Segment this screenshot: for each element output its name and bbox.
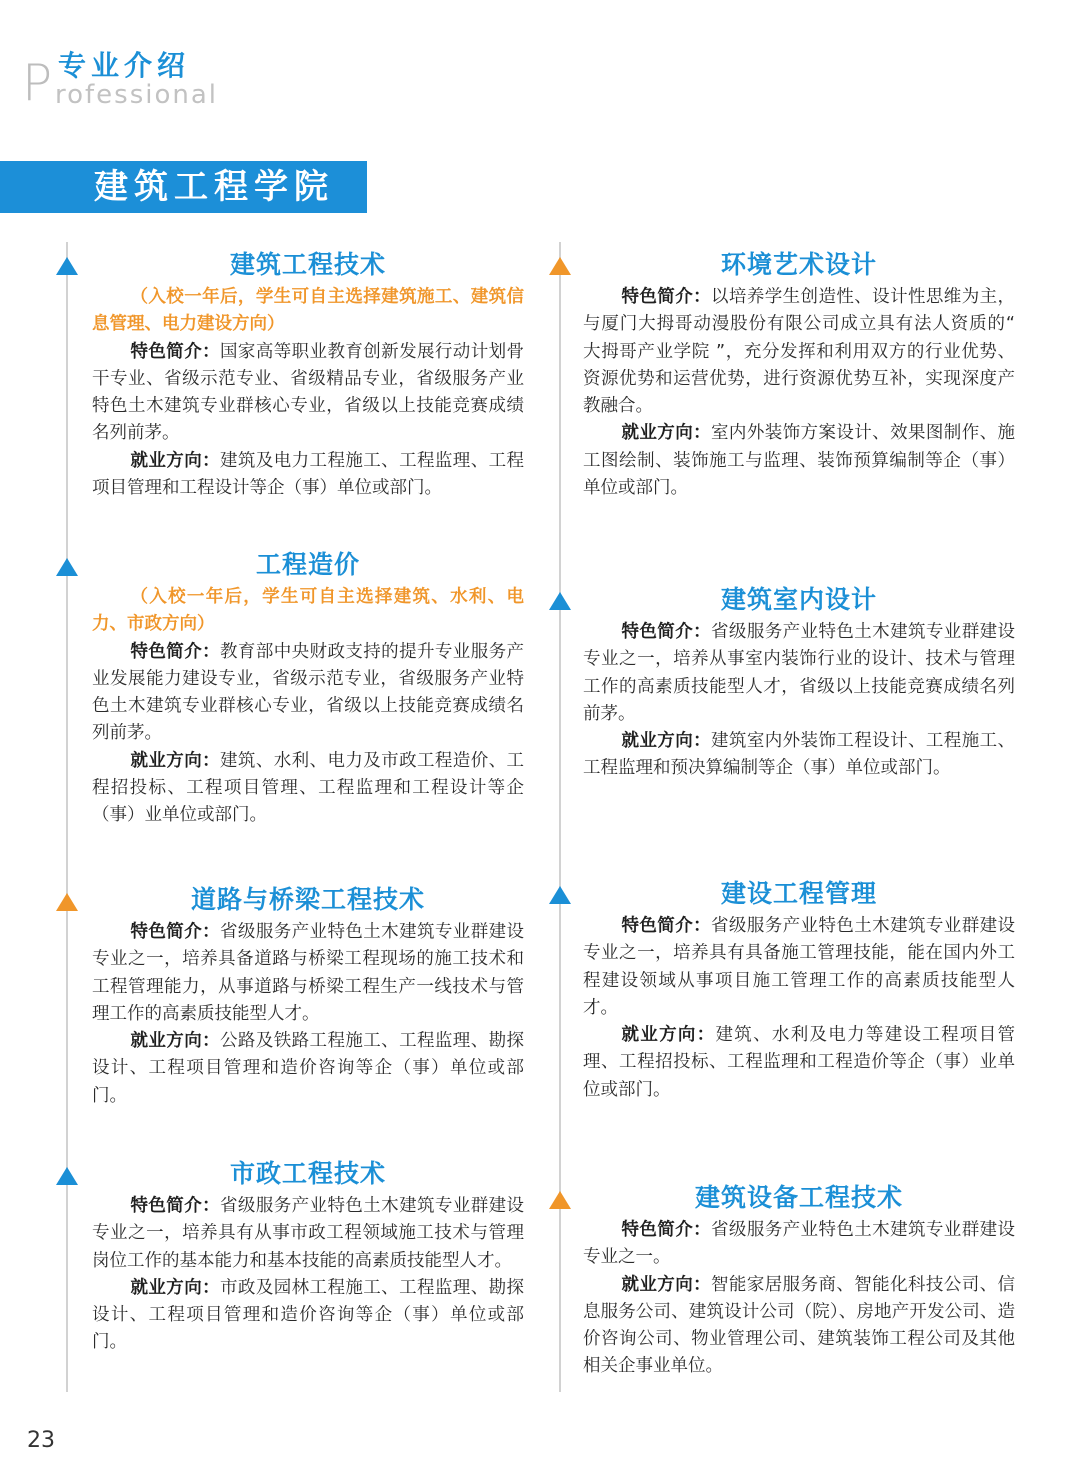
career-label: 就业方向： (621, 731, 712, 752)
feature-label: 特色简介： (621, 1220, 712, 1240)
feature-label: 特色简介： (621, 622, 712, 642)
triangle-marker-icon (56, 1167, 78, 1185)
triangle-marker-icon (56, 558, 78, 576)
feature-label: 特色简介： (621, 287, 712, 307)
career-paragraph (583, 1022, 1015, 1104)
feature-paragraph (583, 284, 1015, 420)
feature-paragraph (92, 339, 524, 448)
career-text: 建筑及电力工程施工、工程监理、工程项目管理和工程设计等企（事）单位或部门。 (92, 450, 525, 499)
career-paragraph (583, 728, 1015, 783)
header-title: 专业介绍 (58, 49, 191, 82)
career-label: 就业方向： (130, 1277, 221, 1298)
career-label: 就业方向： (130, 1031, 221, 1052)
feature-paragraph (583, 619, 1015, 728)
career-paragraph (583, 1272, 1015, 1381)
major-card (583, 877, 1015, 1104)
feature-label: 特色简介： (130, 1196, 221, 1216)
feature-label: 特色简介： (621, 916, 712, 936)
feature-text: 省级服务产业特色土木建筑专业群建设专业之一。 (583, 1220, 1016, 1268)
career-text: 室内外装饰方案设计、效果图制作、施工图绘制、装饰施工与监理、装饰预算编制等企（事）单位或部门。 (583, 423, 1016, 499)
major-title: 建筑室内设计 (720, 585, 877, 614)
triangle-marker-icon (56, 257, 78, 275)
major-card (92, 248, 524, 502)
career-label: 就业方向： (130, 450, 221, 471)
feature-text: 省级服务产业特色土木建筑专业群建设专业之一，培养从事室内装饰行业的设计、技术与管理工作的高素质技能型人才，省级以上技能竞赛成绩名列前茅。 (583, 622, 1016, 724)
major-note: （入校一年后，学生可自主选择建筑施工、建筑信息管理、电力建设方向） (92, 287, 524, 335)
feature-paragraph (92, 919, 524, 1028)
career-text: 建筑室内外装饰工程设计、工程施工、工程监理和预决算编制等企（事）单位或部门。 (583, 731, 1016, 779)
feature-paragraph (583, 1217, 1015, 1272)
major-title: 道路与桥梁工程技术 (190, 885, 425, 914)
college-banner (0, 161, 367, 213)
major-title: 建设工程管理 (720, 879, 877, 908)
triangle-marker-icon (549, 1191, 571, 1209)
feature-label: 特色简介： (130, 341, 221, 362)
major-card (92, 548, 524, 830)
header-initial-letter: P (22, 54, 53, 112)
career-paragraph (92, 1028, 524, 1110)
career-paragraph (92, 748, 524, 830)
feature-text: 省级服务产业特色土木建筑专业群建设专业之一，培养具备道路与桥梁工程现场的施工技术和工程管理能力，从事道路与桥梁工程生产一线技术与管理工作的高素质技能型人才。 (92, 922, 525, 1024)
career-text: 建筑、水利及电力等建设工程项目管理、工程招投标、工程监理和工程造价等企（事）业单位或部门。 (583, 1025, 1015, 1100)
feature-paragraph (92, 639, 524, 748)
feature-text: 以培养学生创造性、设计性思维为主，与厦门大拇哥动漫股份有限公司成立具有法人资质的“ 大拇哥产业学院 ”，充分发挥和利用双方的行业优势、资源优势和运营优势，进行资源优势互补，实现深度产教融合。 (583, 287, 1016, 417)
major-card (92, 1157, 524, 1357)
major-title: 建筑设备工程技术 (694, 1183, 903, 1212)
feature-label: 特色简介： (130, 641, 221, 662)
feature-text: 省级服务产业特色土木建筑专业群建设专业之一，培养具有从事市政工程领域施工技术与管理岗位工作的基本能力和基本技能的高素质技能型人才。 (92, 1196, 525, 1271)
career-text: 建筑、水利、电力及市政工程造价、工程招投标、工程项目管理、工程监理和工程设计等企（事）业单位或部门。 (92, 750, 525, 826)
career-paragraph (92, 448, 524, 503)
major-title: 工程造价 (255, 550, 360, 579)
major-title: 建筑工程技术 (229, 250, 386, 279)
career-label: 就业方向： (621, 423, 712, 444)
feature-text: 省级服务产业特色土木建筑专业群建设专业之一，培养具有具备施工管理技能，能在国内外工程建设领域从事项目施工管理工作的高素质技能型人才。 (583, 916, 1016, 1018)
feature-text: 教育部中央财政支持的提升专业服务产业发展能力建设专业，省级示范专业，省级服务产业特色土木建筑专业群核心专业，省级以上技能竞赛成绩名列前茅。 (92, 641, 525, 744)
major-card (583, 248, 1015, 502)
career-text: 智能家居服务商、智能化科技公司、信息服务公司、建筑设计公司（院）、房地产开发公司、造价咨询公司、物业管理公司、建筑装饰工程公司及其他相关企事业单位。 (583, 1274, 1016, 1377)
triangle-marker-icon (56, 893, 78, 911)
triangle-marker-icon (549, 592, 571, 610)
career-text: 公路及铁路工程施工、工程监理、勘探设计、工程项目管理和造价咨询等企（事）单位或部门。 (92, 1031, 525, 1106)
header-subtitle: rofessional (55, 80, 219, 110)
triangle-marker-icon (549, 886, 571, 904)
feature-paragraph (583, 913, 1015, 1022)
major-title: 环境艺术设计 (720, 250, 877, 279)
triangle-marker-icon (549, 257, 571, 275)
major-title: 市政工程技术 (229, 1159, 386, 1188)
career-paragraph (92, 1275, 524, 1357)
major-card (583, 1181, 1015, 1381)
major-note: （入校一年后，学生可自主选择建筑、水利、电力、市政方向） (92, 587, 524, 635)
career-text: 市政及园林工程施工、工程监理、勘探设计、工程项目管理和造价咨询等企（事）单位或部门。 (92, 1277, 525, 1353)
timeline-line-right (559, 242, 561, 1392)
major-card (92, 883, 524, 1110)
career-label: 就业方向： (621, 1274, 712, 1295)
page-number: 23 (27, 1428, 55, 1453)
feature-paragraph (92, 1193, 524, 1275)
college-name: 建筑工程学院 (94, 167, 334, 207)
feature-text: 国家高等职业教育创新发展行动计划骨干专业、省级示范专业、省级精品专业，省级服务产业特色土木建筑专业群核心专业，省级以上技能竞赛成绩名列前茅。 (92, 341, 525, 444)
feature-label: 特色简介： (130, 922, 221, 942)
career-paragraph (583, 420, 1015, 502)
career-label: 就业方向： (130, 750, 221, 771)
career-label: 就业方向： (621, 1025, 716, 1046)
timeline-line-left (66, 242, 68, 1392)
major-card (583, 583, 1015, 783)
